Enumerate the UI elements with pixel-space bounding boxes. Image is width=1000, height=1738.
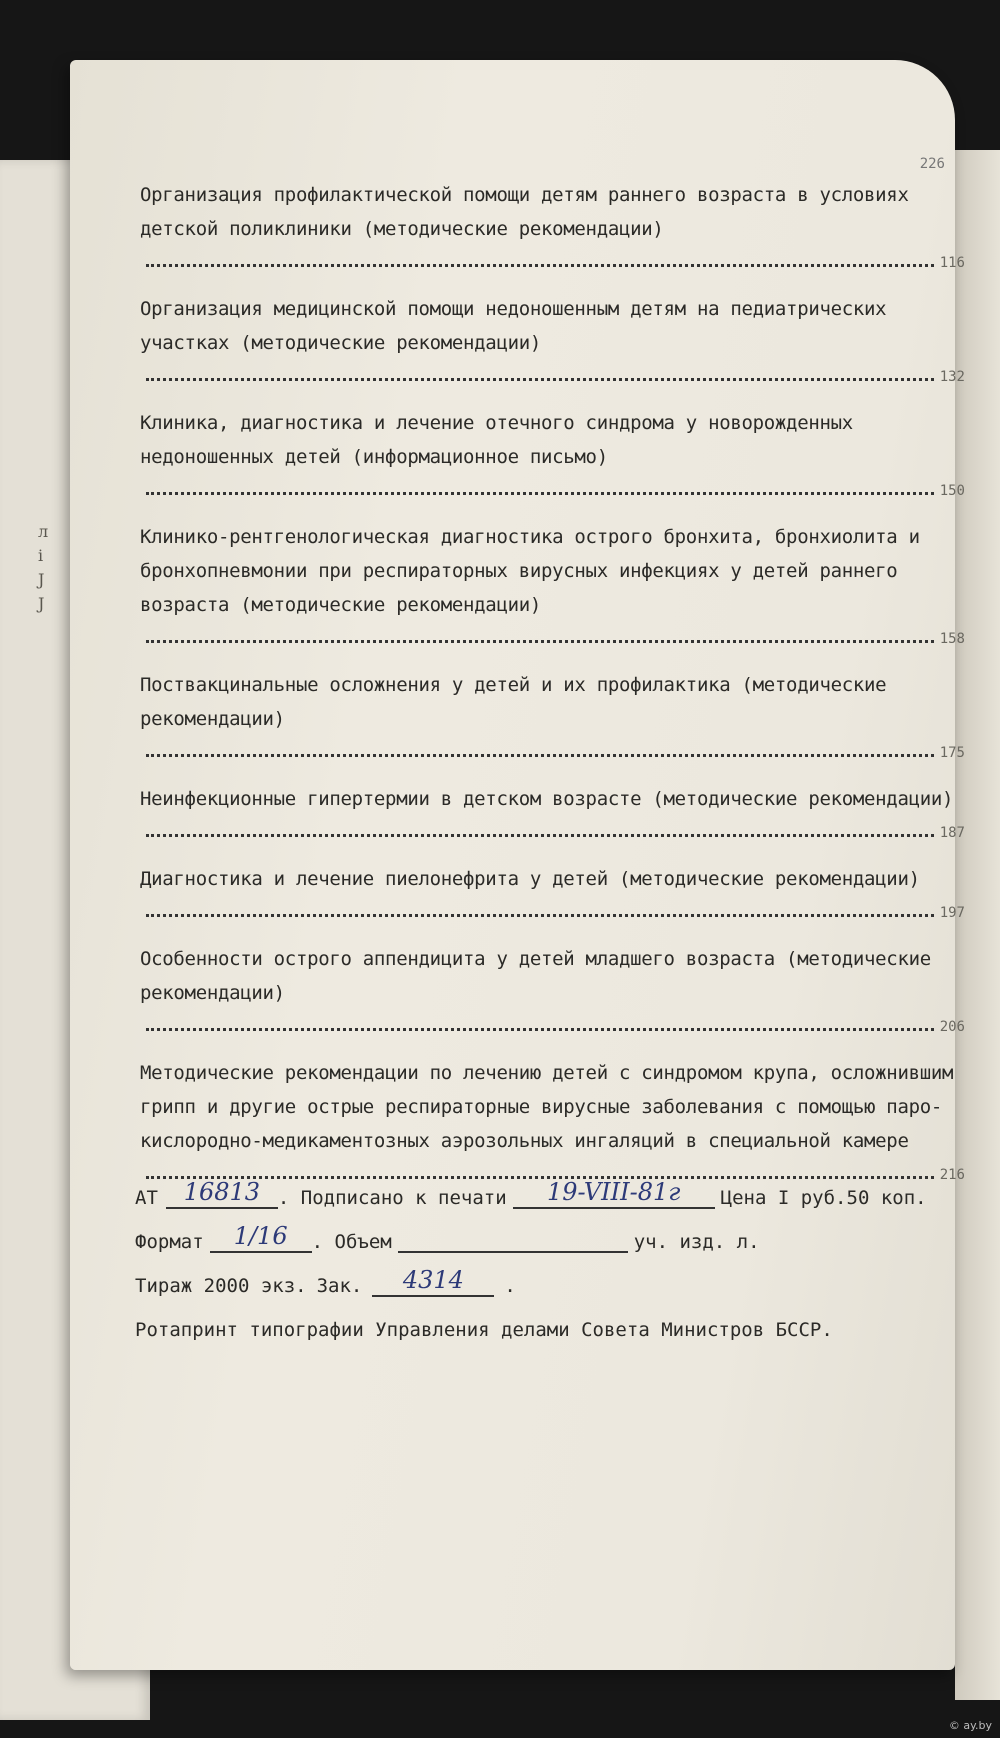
leader-dots <box>146 754 934 757</box>
toc-leader <box>140 622 965 656</box>
signed-date-handwritten: 19-VIII-81г <box>513 1177 715 1209</box>
format-label: Формат <box>135 1231 204 1253</box>
leader-dots <box>146 492 934 495</box>
toc-leader <box>140 896 965 930</box>
imprint-line-2 <box>135 1209 935 1253</box>
volume-label: . Объем <box>311 1231 392 1253</box>
leader-dots <box>146 264 934 267</box>
imprint-block <box>135 1165 935 1341</box>
toc-entry-title: Поствакцинальные осложнения у детей и их профилактика (методические рекомендации) <box>140 674 887 730</box>
document-page <box>70 60 965 1670</box>
toc-entry <box>140 942 965 1044</box>
imprint-line-1 <box>135 1165 935 1209</box>
toc-entry-title: Организация профилактической помощи детям раннего возраста в условиях детской поликлиники (методические рекомендации) <box>140 184 909 240</box>
toc-leader <box>140 736 965 770</box>
imprint-line-4 <box>135 1297 935 1341</box>
toc-entry <box>140 862 965 930</box>
printer-text: Ротапринт типографии Управления делами Совета Министров БССР. <box>135 1319 833 1341</box>
toc-page-number: 175 <box>939 745 965 761</box>
leader-dots <box>146 640 934 643</box>
toc-entry-title: Особенности острого аппендицита у детей младшего возраста (методические рекомендации) <box>140 948 931 1004</box>
toc-page-number: 197 <box>939 905 965 921</box>
toc-entry <box>140 668 965 770</box>
price-text: Цена I руб.50 коп. <box>720 1187 927 1209</box>
at-label: АТ <box>135 1187 158 1209</box>
toc-page-number: 206 <box>939 1019 965 1035</box>
format-value-handwritten: 1/16 <box>210 1221 312 1253</box>
toc-entry-title: Диагностика и лечение пиелонефрита у детей (методические рекомендации) <box>140 868 920 890</box>
toc-page-number: 150 <box>939 483 965 499</box>
signed-label: . Подписано к печати <box>277 1187 507 1209</box>
toc-entry-title: Клинико-рентгенологическая диагностика острого бронхита, бронхиолита и бронхопневмонии при респираторных вирусных инфекциях у детей раннего возраста (методические рекомендации) <box>140 526 920 616</box>
toc-entry <box>140 520 965 656</box>
toc-entry <box>140 292 965 394</box>
toc-page-number: 158 <box>939 631 965 647</box>
toc-entry-title: Неинфекционные гипертермии в детском возрасте (методические рекомендации) <box>140 788 954 810</box>
zak-label: Зак. <box>316 1275 363 1297</box>
toc-entry-title: Организация медицинской помощи недоношенным детям на педиатрических участках (методические рекомендации) <box>140 298 887 354</box>
toc-entry <box>140 406 965 508</box>
leader-dots <box>146 914 934 917</box>
toc-leader <box>140 1010 965 1044</box>
tirazh-text: Тираж 2000 экз. <box>135 1275 307 1297</box>
leader-dots <box>146 378 934 381</box>
toc-page-number: 216 <box>939 1167 965 1183</box>
toc-entry <box>140 178 965 280</box>
site-watermark: © ay.by <box>948 1719 992 1732</box>
toc-entry-title: Методические рекомендации по лечению детей с синдромом крупа, осложнившим грипп и другие острые респираторные вирусные заболевания с помощью паро-кислородно-медикаментозных аэрозольных ингаляций в специальной камере <box>140 1062 954 1152</box>
zak-number-handwritten: 4314 <box>372 1265 494 1297</box>
toc-entry <box>140 782 965 850</box>
leader-dots <box>146 834 934 837</box>
toc-leader <box>140 816 965 850</box>
page-number: 226 <box>919 156 945 172</box>
imprint-line-3 <box>135 1253 935 1297</box>
toc-entry-title: Клиника, диагностика и лечение отечного синдрома у новорожденных недоношенных детей (информационное письмо) <box>140 412 853 468</box>
toc-leader <box>140 246 965 280</box>
zak-dot: . <box>504 1275 516 1297</box>
toc-page-number: 116 <box>939 255 965 271</box>
toc-page-number: 132 <box>939 369 965 385</box>
toc-leader <box>140 474 965 508</box>
volume-blank-line <box>398 1225 628 1253</box>
table-of-contents <box>140 178 965 1204</box>
toc-page-number: 187 <box>939 825 965 841</box>
volume-unit: уч. изд. л. <box>633 1231 760 1253</box>
toc-leader <box>140 360 965 394</box>
leader-dots <box>146 1028 934 1031</box>
left-page-letter-fragments: л і Ј Ј <box>38 522 49 613</box>
at-number-handwritten: 16813 <box>166 1177 278 1209</box>
